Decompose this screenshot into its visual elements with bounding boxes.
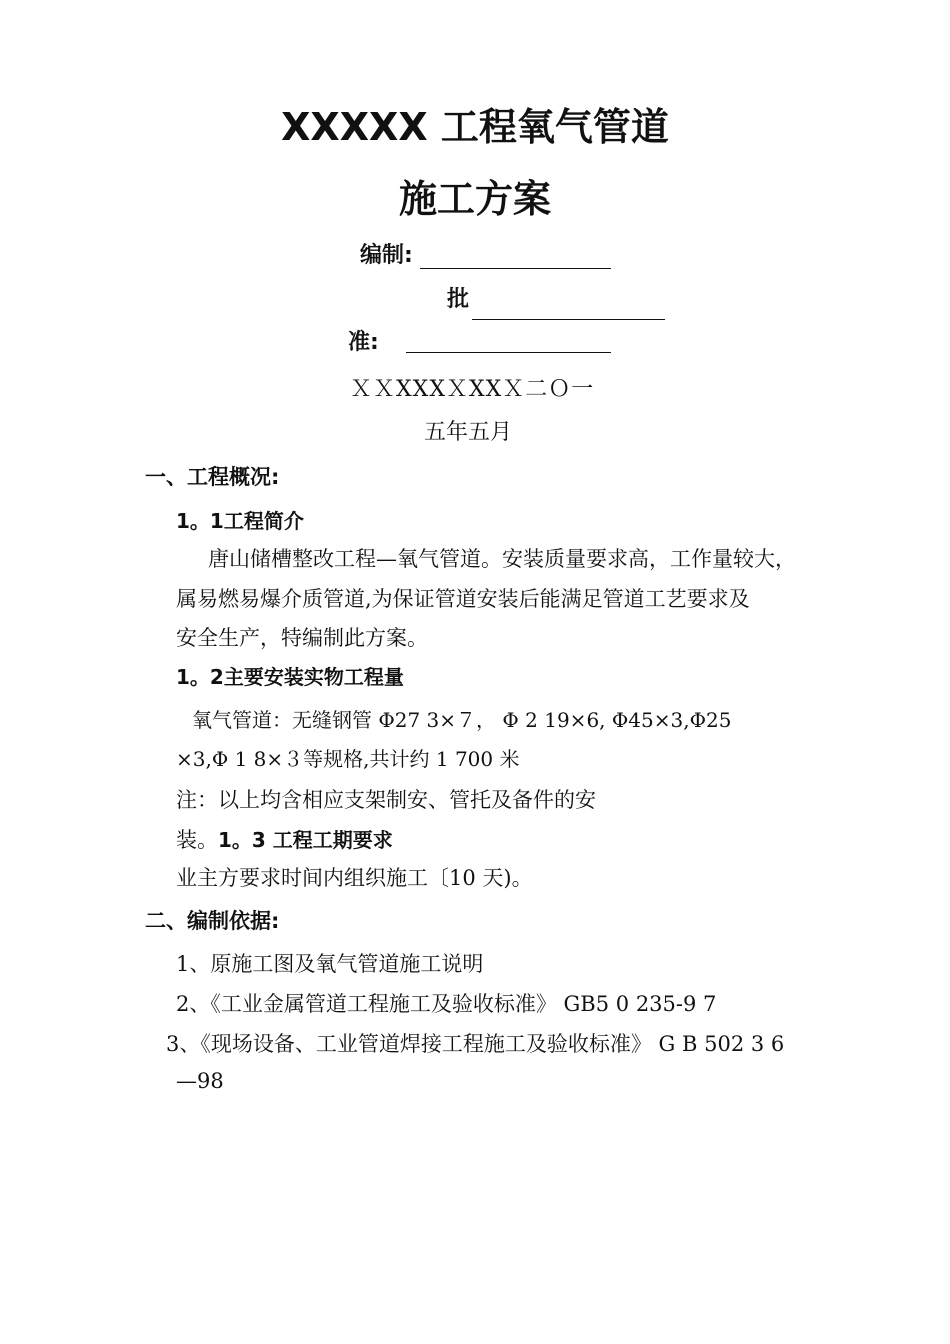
- basis-item-2: 2、《工业金属管道工程施工及验收标准》 GB5 0 235-9 7: [176, 992, 717, 1016]
- approve-label-part2: 准:: [348, 330, 379, 355]
- compile-label: 编制:: [360, 243, 413, 268]
- approve-signature-line: [406, 352, 611, 353]
- project-intro-line1: 唐山储槽整改工程—氧气管道。安装质量要求高，工作量较大，: [208, 547, 796, 571]
- schedule-requirement: 业主方要求时间内组织施工〔10 天)。: [176, 866, 533, 890]
- project-intro-line3: 安全生产，特编制此方案。: [176, 626, 428, 650]
- basis-item-3-continued: —98: [176, 1069, 224, 1093]
- project-intro-line2: 属易燃易爆介质管道,为保证管道安装后能满足管道工艺要求及: [176, 587, 750, 611]
- basis-item-3: 3、《现场设备、工业管道焊接工程施工及验收标准》 G B 502 3 6: [166, 1032, 785, 1056]
- document-title-line2: 施工方案: [398, 177, 551, 221]
- quantity-line1: 氧气管道：无缝钢管 Φ27 3×７， Φ 2 19×6, Φ45×3,Φ25: [192, 708, 732, 732]
- quantity-line2: ×3,Φ 1 8×３等规格,共计约 1 700 米: [176, 747, 520, 771]
- section1-2-heading: 1。2主要安装实物工程量: [176, 665, 404, 689]
- section2-heading: 二、编制依据:: [145, 909, 280, 933]
- approve-label-part1: 批: [447, 287, 470, 312]
- note-line1: 注：以上均含相应支架制安、管托及备件的安: [176, 788, 596, 812]
- section1-heading: 一、工程概况:: [145, 465, 280, 489]
- section1-3-heading: 1。3 工程工期要求: [218, 828, 393, 852]
- basis-item-1: 1、原施工图及氧气管道施工说明: [176, 952, 484, 976]
- document-title-line1: XXXXX 工程氧气管道: [281, 105, 669, 149]
- section1-1-heading: 1。1工程简介: [176, 509, 304, 533]
- approve-signature-line-upper: [472, 319, 665, 320]
- date-line2: 五年五月: [424, 420, 513, 445]
- date-line1: ＸＸXXXＸXXＸ二Ｏ一: [350, 377, 595, 402]
- note-line2-prefix: 装。: [176, 828, 218, 852]
- compile-signature-line: [420, 268, 611, 269]
